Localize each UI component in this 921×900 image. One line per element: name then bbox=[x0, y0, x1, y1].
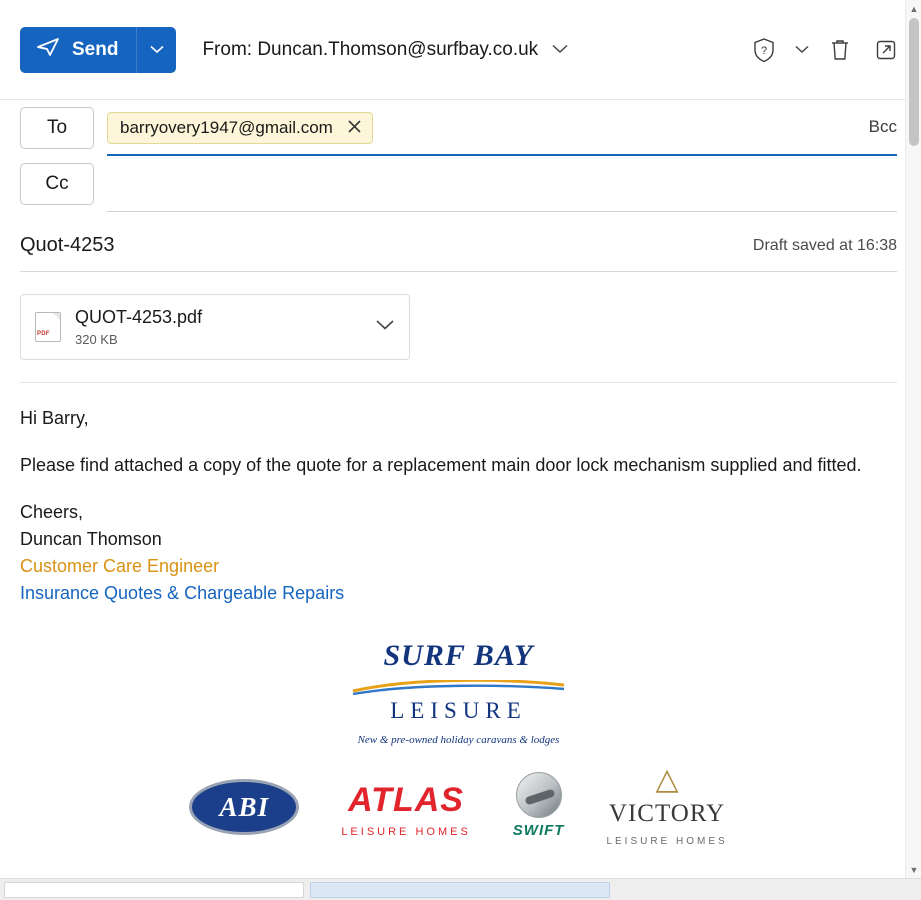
svg-text:?: ? bbox=[760, 44, 768, 57]
scroll-up-chevron-up-icon[interactable]: ▲ bbox=[909, 3, 919, 14]
from-address-label: From: Duncan.Thomson@surfbay.co.uk bbox=[202, 38, 539, 60]
bcc-toggle[interactable]: Bcc bbox=[868, 117, 897, 136]
subject-row bbox=[20, 234, 897, 272]
atlas-logo bbox=[341, 775, 470, 841]
surf-bay-tagline: New & pre-owned holiday caravans & lodges bbox=[357, 733, 560, 746]
recipient-chip-label: barryovery1947@gmail.com bbox=[120, 118, 333, 137]
cc-button[interactable]: Cc bbox=[20, 163, 94, 205]
message-body[interactable] bbox=[0, 383, 921, 849]
scrollbar-thumb[interactable] bbox=[909, 18, 919, 146]
attachment-name: QUOT-4253.pdf bbox=[75, 307, 203, 327]
signature-department[interactable]: Insurance Quotes & Chargeable Repairs bbox=[20, 583, 345, 603]
body-greeting: Hi Barry, bbox=[20, 408, 89, 428]
signature-logos bbox=[20, 633, 897, 849]
trash-icon[interactable] bbox=[821, 31, 859, 69]
send-button-label: Send bbox=[72, 38, 119, 60]
surf-bay-leisure-logo bbox=[351, 633, 566, 748]
cc-row bbox=[0, 156, 921, 212]
scroll-down-chevron-down-icon[interactable]: ▼ bbox=[909, 864, 919, 875]
signature-name: Duncan Thomson bbox=[20, 529, 162, 549]
taskbar-strip bbox=[0, 878, 921, 900]
surf-bay-leisure-word: LEISURE bbox=[390, 698, 527, 723]
subject-input[interactable]: Quot-4253 bbox=[20, 234, 115, 256]
abi-logo: ABI bbox=[189, 779, 299, 835]
chevron-down-icon[interactable] bbox=[552, 41, 568, 59]
cc-input[interactable] bbox=[107, 156, 897, 212]
vertical-scrollbar[interactable] bbox=[905, 0, 921, 878]
compose-toolbar bbox=[0, 0, 921, 100]
shield-question-icon[interactable] bbox=[745, 31, 783, 69]
taskbar-item-window[interactable] bbox=[4, 882, 304, 898]
paper-plane-icon bbox=[36, 37, 60, 63]
close-icon[interactable] bbox=[347, 119, 362, 137]
pop-out-icon[interactable] bbox=[867, 31, 905, 69]
surf-bay-wordmark: SURF BAY bbox=[383, 639, 534, 672]
send-button[interactable] bbox=[20, 27, 136, 73]
attachment-size: 320 KB bbox=[75, 332, 118, 347]
signature-signoff: Cheers, bbox=[20, 502, 84, 522]
body-paragraph: Please find attached a copy of the quote for a replacement main door lock mechanism supplied and fitted. bbox=[20, 455, 862, 475]
swift-emblem-icon bbox=[516, 772, 562, 818]
brand-logo-row bbox=[189, 763, 728, 849]
chevron-down-icon bbox=[150, 42, 164, 57]
victory-logo bbox=[606, 763, 728, 849]
swift-logo bbox=[513, 772, 565, 843]
signature-role: Customer Care Engineer bbox=[20, 556, 220, 576]
surf-bay-swoosh-icon bbox=[351, 680, 566, 696]
shield-options-chevron-down-icon[interactable] bbox=[791, 31, 813, 69]
swift-wordmark: SWIFT bbox=[512, 822, 565, 839]
send-button-group bbox=[20, 27, 176, 73]
to-button[interactable]: To bbox=[20, 107, 94, 149]
victory-subtitle: LEISURE HOMES bbox=[606, 835, 728, 847]
draft-status-label: Draft saved at 16:38 bbox=[752, 236, 897, 254]
victory-wordmark: VICTORY bbox=[608, 800, 726, 827]
attachment-card[interactable] bbox=[20, 294, 410, 360]
send-options-button[interactable] bbox=[136, 27, 176, 73]
to-row bbox=[0, 100, 921, 156]
attachment-area bbox=[0, 272, 921, 360]
atlas-subtitle: LEISURE HOMES bbox=[341, 825, 471, 838]
attachment-meta bbox=[75, 307, 375, 347]
toolbar-actions bbox=[745, 31, 905, 69]
recipient-chip[interactable] bbox=[107, 112, 373, 144]
taskbar-item-active-window[interactable] bbox=[310, 882, 610, 898]
victory-crown-icon: △ bbox=[655, 763, 679, 796]
from-field[interactable] bbox=[202, 39, 745, 61]
to-input[interactable] bbox=[107, 100, 897, 156]
atlas-wordmark: ATLAS bbox=[348, 780, 464, 819]
attachment-menu-chevron-down-icon[interactable] bbox=[375, 318, 401, 336]
pdf-file-icon bbox=[35, 312, 61, 342]
